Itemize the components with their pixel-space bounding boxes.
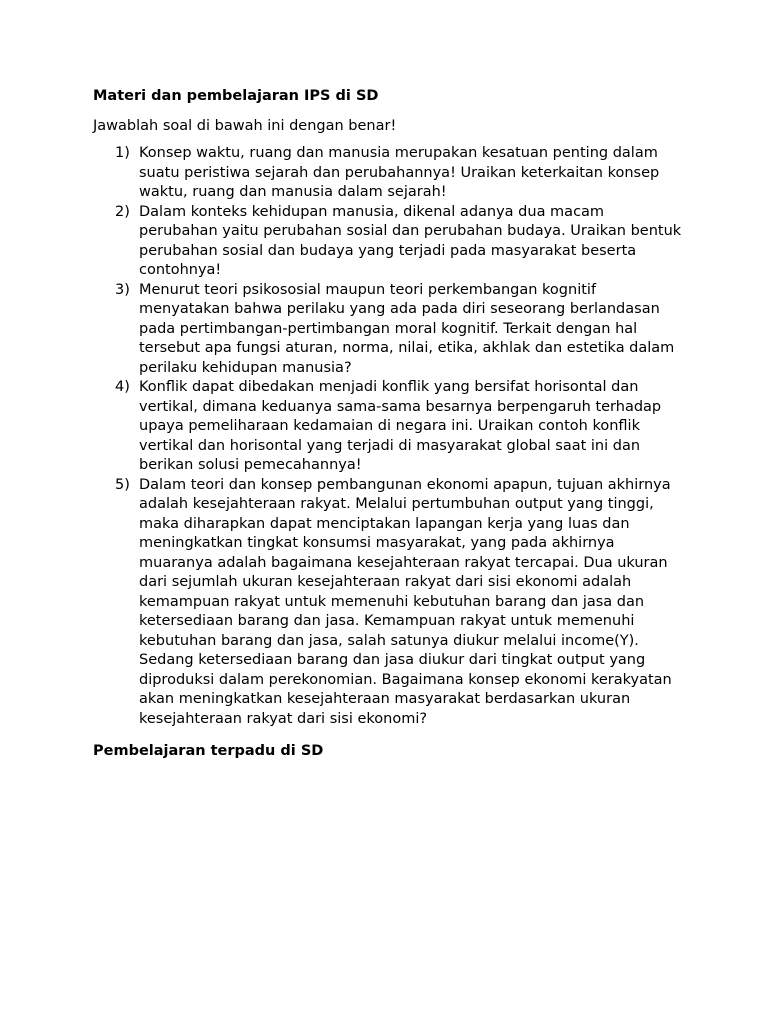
question-text: Konflik dapat dibedakan menjadi konflik yang bersifat horisontal dan vertikal, dimana keduanya sama-sama besarnya berpengaruh terhadap upaya pemeliharaan kedamaian di negara ini. Uraikan contoh konflik vertikal dan horisontal yang terjadi di masyarakat global saat ini dan berikan solusi pemecahannya! <box>139 379 662 473</box>
question-number: 2) <box>115 203 130 220</box>
question-number: 5) <box>115 476 130 493</box>
question-text: Menurut teori psikososial maupun teori perkembangan kognitif menyatakan bahwa perilaku yang ada pada diri seseorang berlandasan pada pertimbangan-pertimbangan moral kognitif. Terkait dengan hal tersebut apa fungsi aturan, norma, nilai, etika, akhlak dan estetika dalam perilaku kehidupan manusia? <box>139 281 675 376</box>
question-item <box>93 144 683 203</box>
question-item <box>93 281 683 379</box>
question-item <box>93 476 683 730</box>
section-heading-ips: Materi dan pembelajaran IPS di SD <box>93 88 379 104</box>
question-text: Dalam konteks kehidupan manusia, dikenal adanya dua macam perubahan yaitu perubahan sosial dan perubahan budaya. Uraikan bentuk perubahan sosial dan budaya yang terjadi pada masyarakat beserta contohnya! <box>139 203 682 278</box>
instruction-text: Jawablah soal di bawah ini dengan benar! <box>93 118 397 134</box>
document-page <box>93 86 683 761</box>
question-text: Dalam teori dan konsep pembangunan ekonomi apapun, tujuan akhirnya adalah kesejahteraan rakyat. Melalui pertumbuhan output yang tinggi, maka diharapkan dapat menciptakan lapangan kerja yang luas dan meningkatkan tingkat konsumsi masyarakat, yang pada akhirnya muaranya adalah bagaimana kesejahteraan rakyat tercapai. Dua ukuran dari sejumlah ukuran kesejahteraan rakyat dari sisi ekonomi adalah kemampuan rakyat untuk memenuhi kebutuhan barang dan jasa dan ketersediaan barang dan jasa. Kemampuan rakyat untuk memenuhi kebutuhan barang dan jasa, salah satunya diukur melalui income(Y). Sedang ketersediaan barang dan jasa diukur dari tingkat output yang diproduksi dalam perekonomian. Bagaimana konsep ekonomi kerakyatan akan meningkatkan kesejahteraan masyarakat berdasarkan ukuran kesejahteraan rakyat dari sisi ekonomi? <box>139 476 672 727</box>
question-item <box>93 378 683 476</box>
question-text: Konsep waktu, ruang dan manusia merupakan kesatuan penting dalam suatu peristiwa sejarah dan perubahannya! Uraikan keterkaitan konsep waktu, ruang dan manusia dalam sejarah! <box>139 145 660 200</box>
question-list <box>93 144 683 729</box>
question-number: 1) <box>115 145 130 161</box>
question-number: 4) <box>115 379 130 395</box>
question-item <box>93 203 683 281</box>
section-heading-terpadu: Pembelajaran terpadu di SD <box>93 743 324 759</box>
question-number: 3) <box>115 281 130 298</box>
